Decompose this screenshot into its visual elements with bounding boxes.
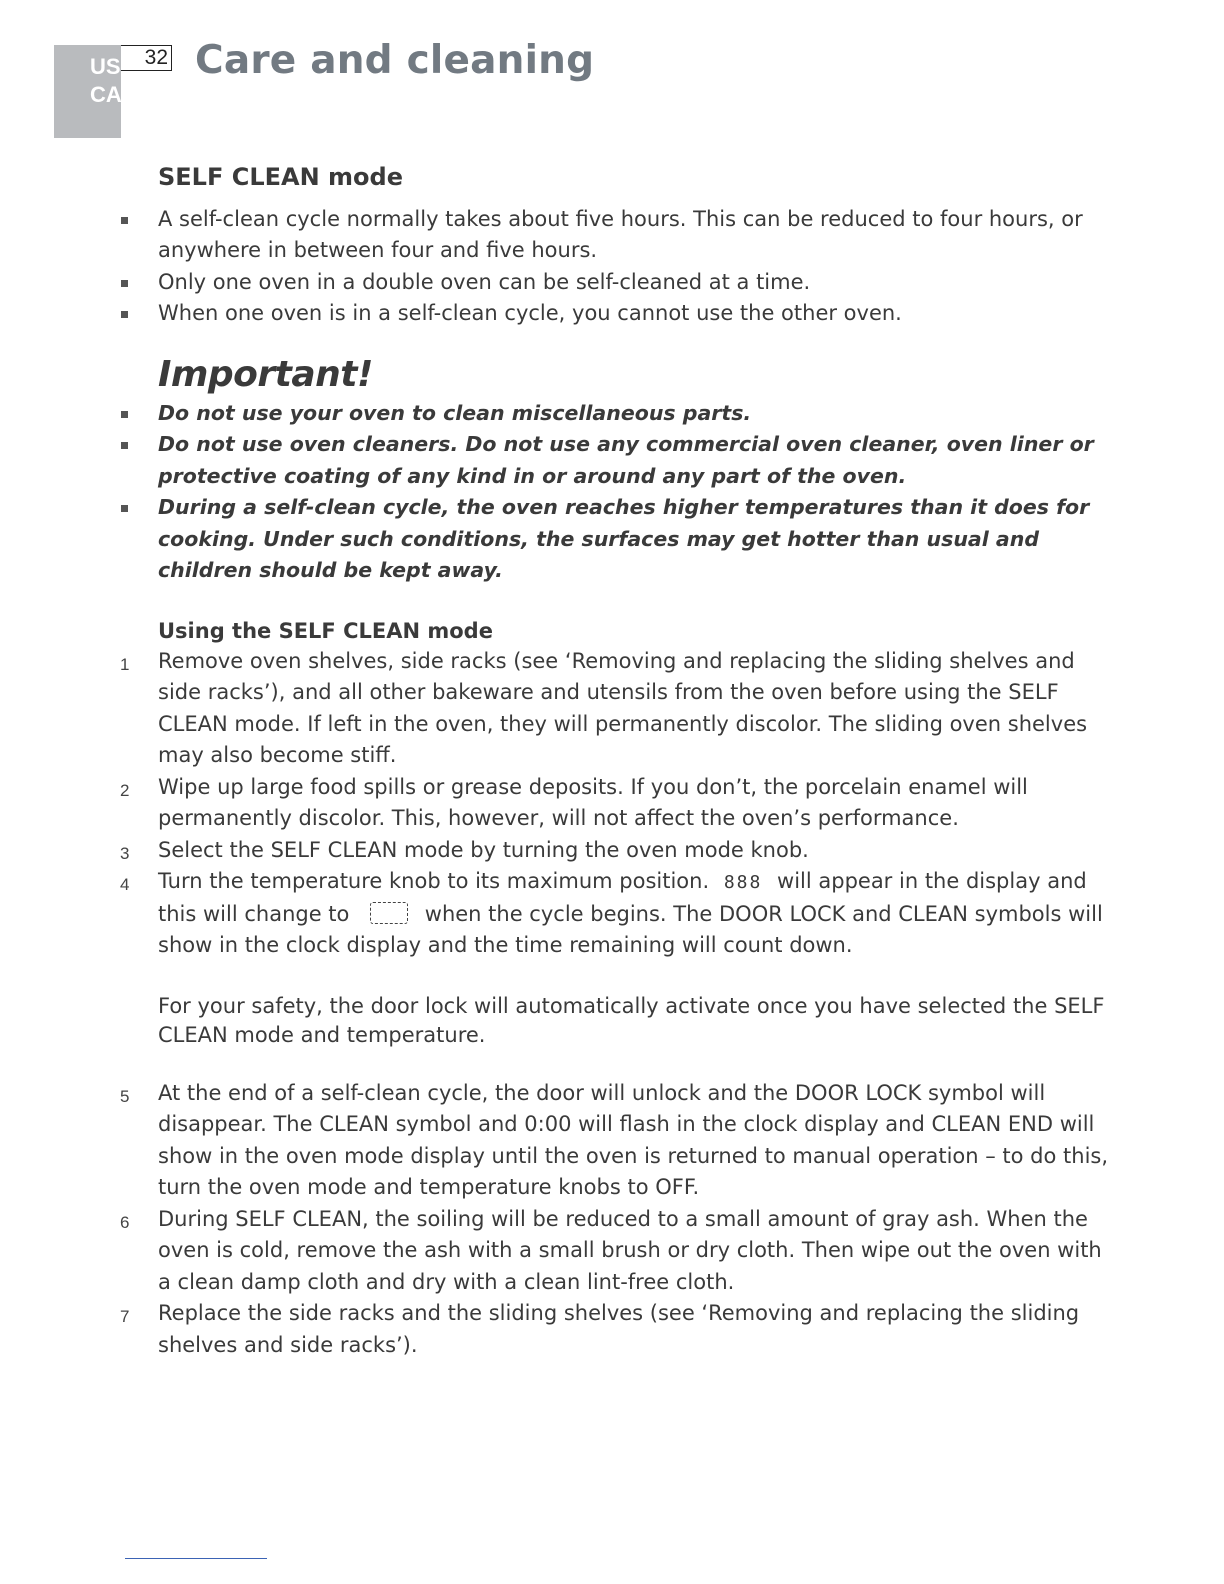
step-number: 6	[120, 1212, 130, 1232]
self-clean-bullets	[158, 204, 1118, 330]
step-number: 1	[120, 654, 130, 674]
step-text: Wipe up large food spills or grease deposits. If you don’t, the porcelain enamel will permanently discolor. This, however, will not affect the oven’s performance.	[158, 774, 1028, 830]
step-item	[120, 866, 1118, 962]
region-ca: CA	[90, 82, 122, 107]
important-heading: Important!	[158, 353, 373, 395]
step-number: 2	[120, 780, 130, 800]
step-item	[120, 646, 1118, 772]
step-item	[120, 1204, 1118, 1299]
footer-divider	[125, 1558, 267, 1559]
step-text: Replace the side racks and the sliding shelves (see ‘Removing and replacing the sliding shelves and side racks’).	[158, 1301, 1080, 1357]
list-item: Do not use your oven to clean miscellaneous parts.	[158, 398, 1118, 430]
steps-list	[120, 646, 1118, 962]
list-item: A self-clean cycle normally takes about five hours. This can be reduced to four hours, or anywhere in between four and five hours.	[158, 204, 1118, 267]
step-text: will appear in the display and this will change to	[158, 869, 1087, 926]
page-number: 32	[121, 45, 172, 71]
list-item: When one oven is in a self-clean cycle, you cannot use the other oven.	[158, 298, 1118, 330]
display-888-icon: 888	[723, 872, 763, 893]
step-number: 3	[120, 843, 130, 863]
step-number: 4	[120, 875, 130, 894]
list-item: Do not use oven cleaners. Do not use any commercial oven cleaner, oven liner or protective coating of any kind in or around any part of the oven.	[158, 429, 1118, 492]
step-text: Remove oven shelves, side racks (see ‘Removing and replacing the sliding shelves and side racks’), and all other bakeware and utensils from the oven before using the SELF CLEAN mode. If left in the oven, they will permanently discolor. The sliding oven shelves may also become stiff.	[158, 648, 1088, 767]
step-text: when the cycle begins. The DOOR LOCK and CLEAN symbols will show in the clock display and the time remaining will count down.	[158, 901, 1103, 957]
step-item	[120, 1078, 1118, 1204]
main-content	[120, 162, 1118, 1361]
step-item	[120, 1298, 1118, 1361]
using-heading: Using the SELF CLEAN mode	[158, 618, 493, 643]
safety-note: For your safety, the door lock will automatically activate once you have selected the SELF CLEAN mode and temperature.	[158, 993, 1105, 1047]
step-text: At the end of a self-clean cycle, the door will unlock and the DOOR LOCK symbol will disappear. The CLEAN symbol and 0:00 will flash in the clock display and CLEAN END will show in the oven mode display until the oven is returned to manual operation – to do this, turn the oven mode and temperature knobs to OFF.	[158, 1080, 1109, 1199]
steps-list-continued	[120, 1078, 1118, 1362]
step-number: 7	[120, 1307, 130, 1326]
step-text: Select the SELF CLEAN mode by turning the oven mode knob.	[158, 837, 809, 862]
step-text: Turn the temperature knob to its maximum position.	[158, 869, 710, 893]
list-item: Only one oven in a double oven can be self-cleaned at a time.	[158, 267, 1118, 299]
blank-display-icon	[370, 902, 408, 924]
important-list	[158, 398, 1118, 587]
step-item	[120, 835, 1118, 867]
region-us: US	[90, 54, 121, 79]
list-item: During a self-clean cycle, the oven reaches higher temperatures than it does for cooking. Under such conditions, the surfaces may get hotter than usual and children should be kept away.	[158, 492, 1118, 587]
step-item	[120, 772, 1118, 835]
section-heading: SELF CLEAN mode	[158, 163, 403, 191]
step-number: 5	[120, 1086, 130, 1106]
page-title: Care and cleaning	[195, 38, 595, 83]
region-tab	[54, 45, 121, 138]
step-text: During SELF CLEAN, the soiling will be reduced to a small amount of gray ash. When the oven is cold, remove the ash with a small brush or dry cloth. Then wipe out the oven with a clean damp cloth and dry with a clean lint-free cloth.	[158, 1206, 1102, 1294]
